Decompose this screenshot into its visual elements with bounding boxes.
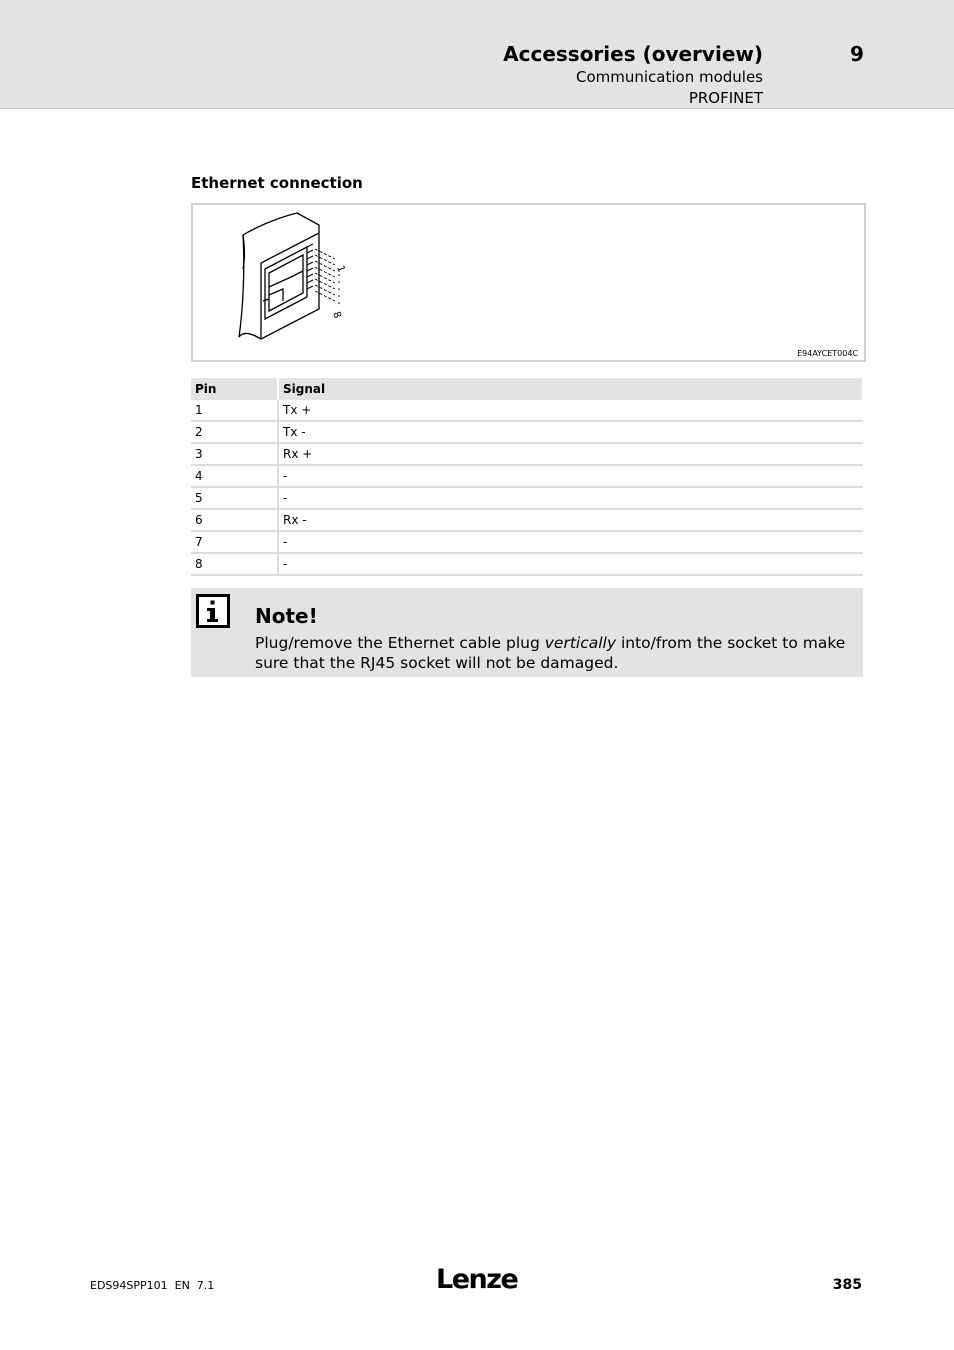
pin-cell: 5: [191, 487, 278, 509]
pin-cell: 3: [191, 443, 278, 465]
signal-cell: Tx -: [278, 421, 863, 443]
pin-cell: 7: [191, 531, 278, 553]
header-subtitle-communication: Communication modules: [575, 68, 763, 86]
chapter-number: 9: [850, 42, 864, 66]
footer-page-number: 385: [832, 1277, 862, 1293]
table-row: [191, 421, 863, 443]
pin-cell: 2: [191, 421, 278, 443]
info-icon: [196, 594, 230, 628]
note-box: [191, 588, 863, 677]
pin-cell: 1: [191, 400, 278, 421]
pin-assignment-table: [191, 378, 864, 576]
pin-label-last: 8: [330, 310, 343, 321]
rj45-socket-drawing: [233, 209, 363, 349]
signal-cell: -: [278, 465, 863, 487]
table-row: [191, 443, 863, 465]
signal-cell: -: [278, 553, 863, 575]
pin-cell: 8: [191, 553, 278, 575]
page-header: [0, 0, 954, 109]
note-text-emphasis: vertically: [544, 634, 617, 652]
pin-label-first: 1: [334, 264, 347, 275]
note-text: [255, 633, 855, 673]
note-text-end: into/from the socket to make sure that the RJ45 socket will not be damaged.: [255, 634, 846, 672]
table-row: [191, 465, 863, 487]
signal-cell: Tx +: [278, 400, 863, 421]
signal-cell: Rx +: [278, 443, 863, 465]
table-header-row: [191, 378, 863, 400]
lenze-logo: Lenze: [436, 1264, 518, 1295]
table-row: [191, 400, 863, 421]
chapter-title: Accessories (overview): [503, 42, 763, 66]
signal-cell: -: [278, 531, 863, 553]
section-heading: Ethernet connection: [191, 174, 363, 192]
signal-cell: Rx -: [278, 509, 863, 531]
header-subtitle-profinet: PROFINET: [688, 89, 763, 107]
pin-cell: 6: [191, 509, 278, 531]
table-row: [191, 553, 863, 575]
footer-document-id: EDS94SPP101 EN 7.1: [90, 1279, 215, 1292]
column-header-pin: Pin: [191, 378, 278, 400]
figure-id: E94AYCET004C: [797, 349, 858, 358]
pin-cell: 4: [191, 465, 278, 487]
note-text-start: Plug/remove the Ethernet cable plug: [255, 634, 545, 652]
column-header-signal: Signal: [278, 378, 863, 400]
table-row: [191, 509, 863, 531]
signal-cell: -: [278, 487, 863, 509]
note-title: Note!: [255, 604, 318, 628]
table-row: [191, 531, 863, 553]
rj45-socket-figure: [191, 203, 866, 362]
table-row: [191, 487, 863, 509]
